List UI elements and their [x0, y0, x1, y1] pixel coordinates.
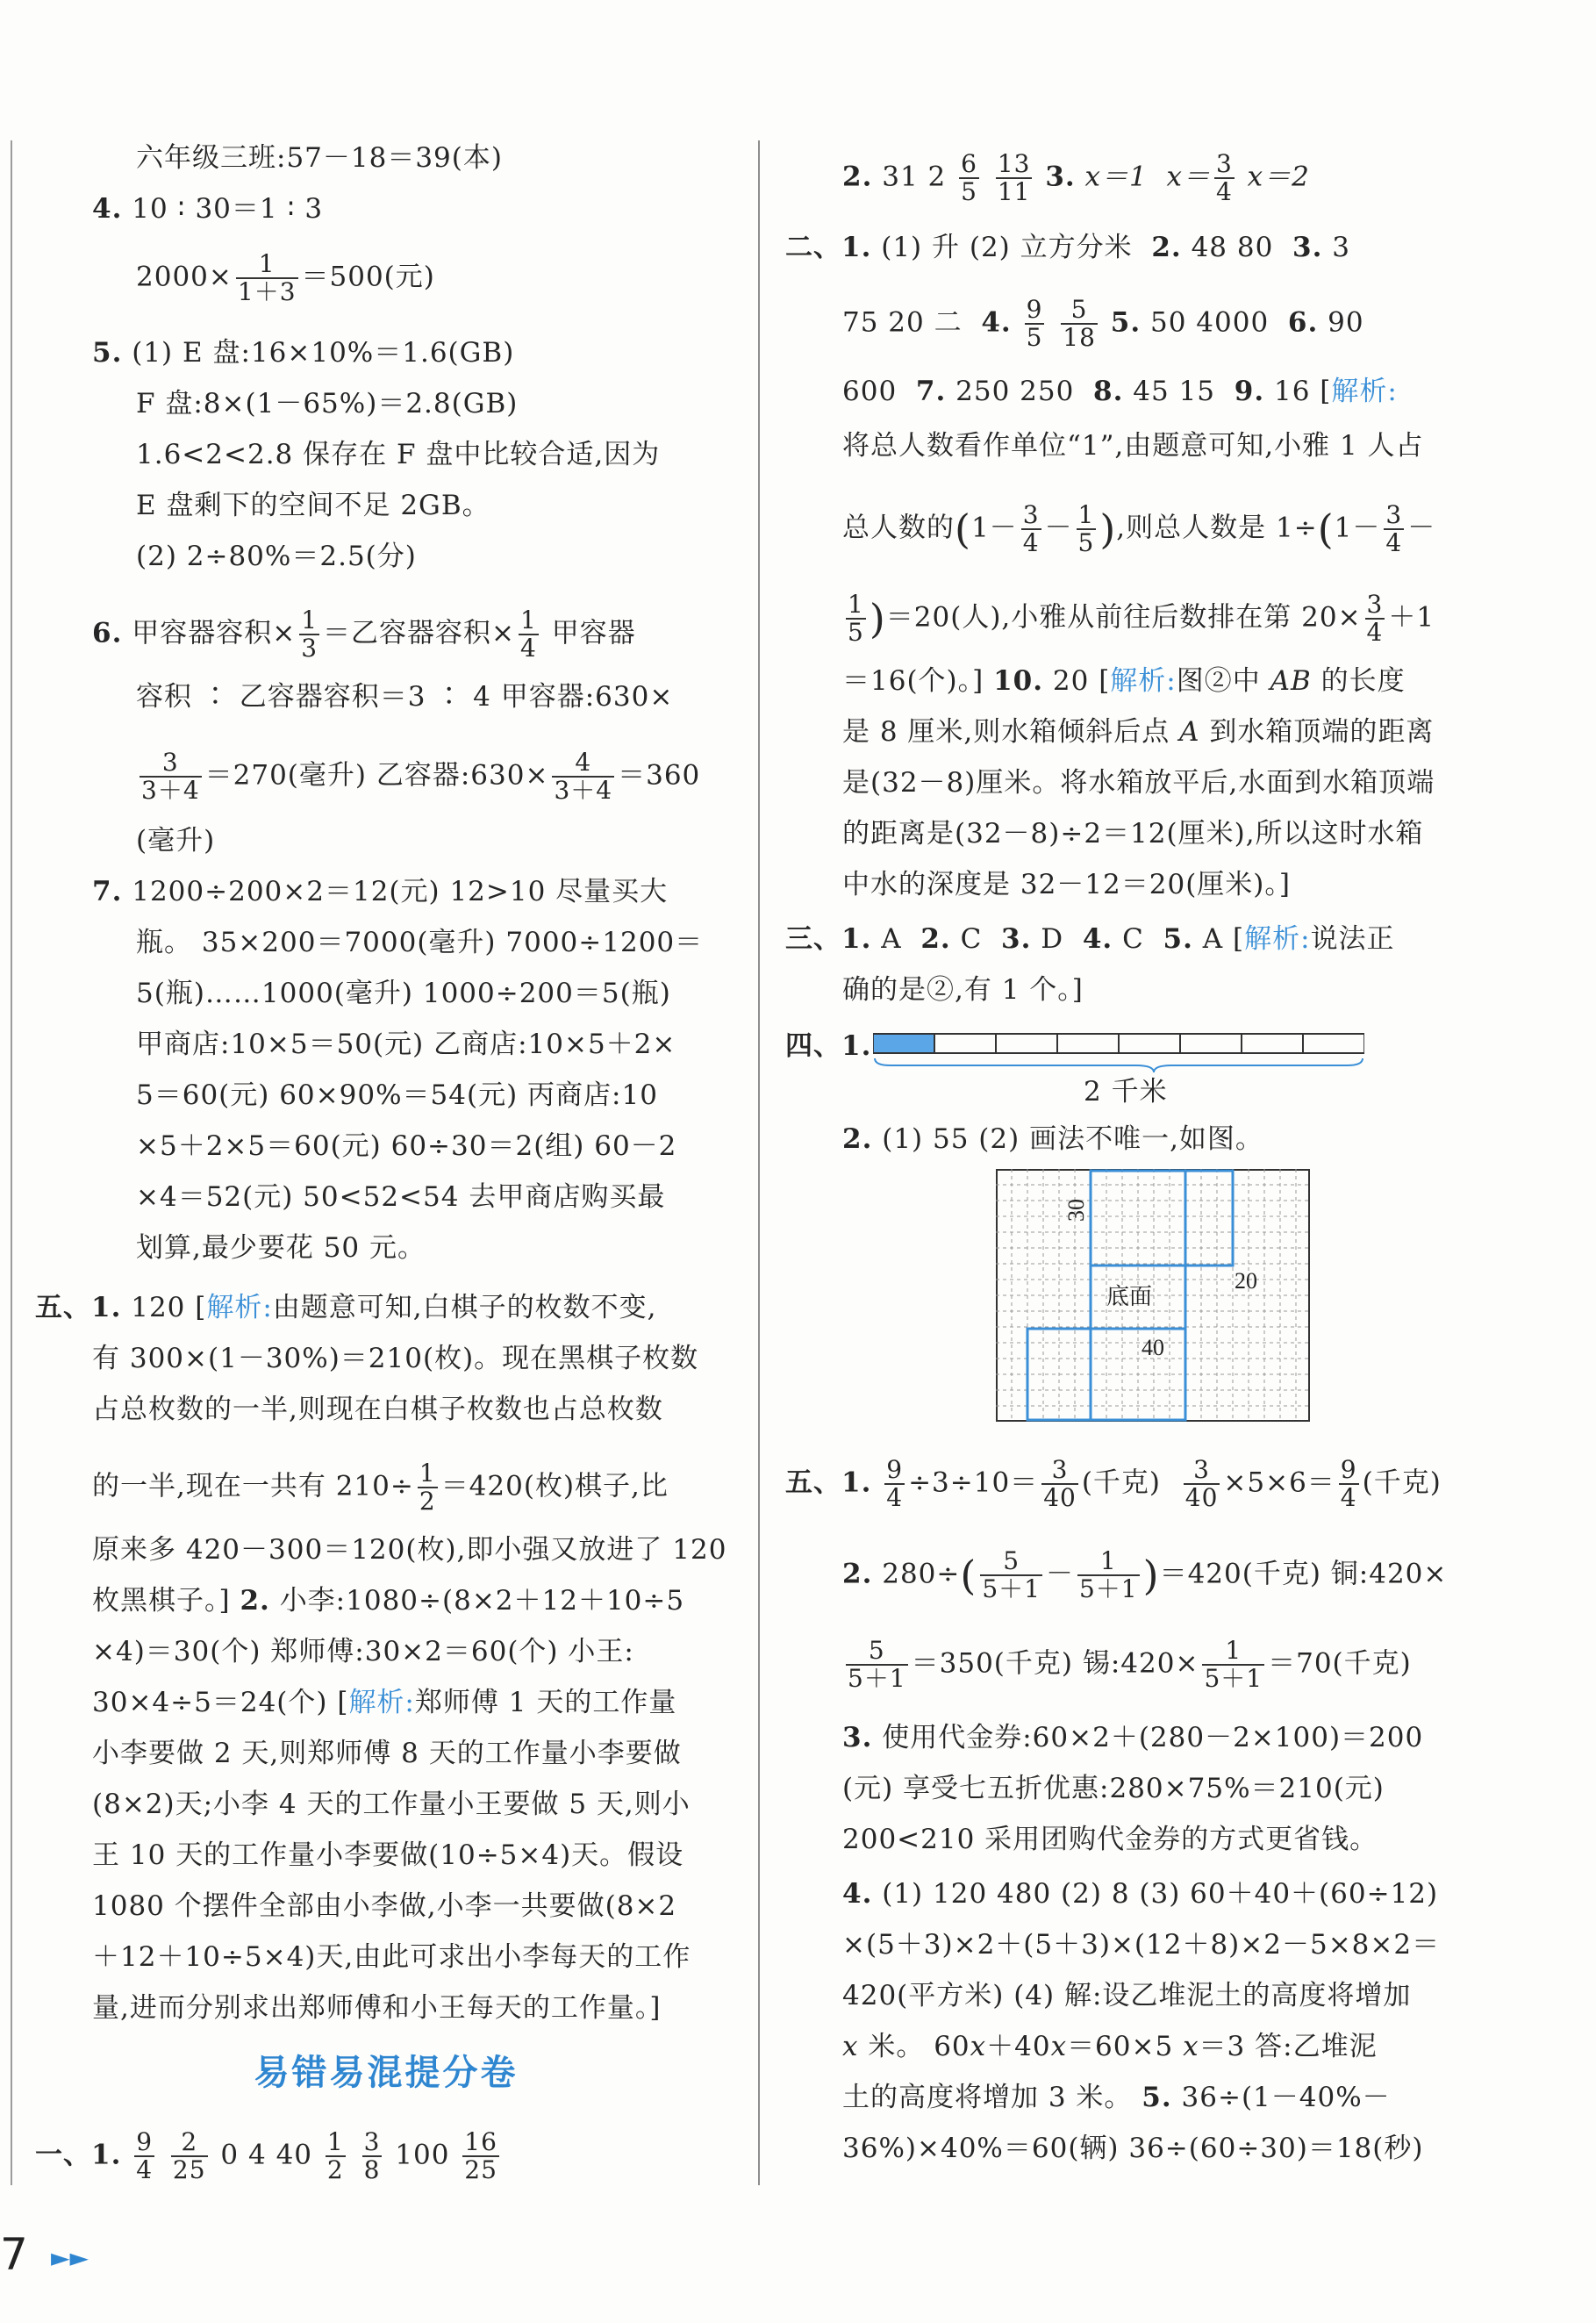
- answer-line: 中水的深度是 32－12＝20(厘米)。]: [842, 869, 1291, 900]
- fraction: $\frac{9}{5}$: [1026, 295, 1043, 352]
- answer-line: 4. (1) 120 480 (2) 8 (3) 60＋40＋(60÷12): [842, 1878, 1439, 1910]
- fraction: $\frac{5}{5+1}$: [848, 1636, 906, 1693]
- answer-line: 五、1. 120 [解析:由题意可知,白棋子的枚数不变,: [35, 1292, 657, 1323]
- fraction: $\frac{3}{4}$: [1022, 500, 1040, 557]
- answer-line: 2000× $\frac{1}{1+3}$ ＝500(元): [136, 249, 435, 306]
- answer-line: (毫升): [136, 825, 216, 857]
- fraction: $\frac{3}{8}$: [363, 2127, 381, 2184]
- answer-line: $\frac{3}{3+4}$ ＝270(毫升) 乙容器:630× $\frac{4}{3+4}$ ＝360: [141, 748, 701, 805]
- answer-line: 5(瓶)……1000(毫升) 1000÷200＝5(瓶): [136, 978, 671, 1009]
- fraction: $\frac{1}{5}$: [848, 590, 864, 647]
- answer-line: 瓶。 35×200＝7000(毫升) 7000÷1200＝: [136, 927, 704, 958]
- scale-bar-ticks: [934, 1034, 1303, 1053]
- fraction: $\frac{13}{11}$: [997, 149, 1031, 206]
- answer-line: 420(平方米) (4) 解:设乙堆泥土的高度将增加: [842, 1980, 1412, 2011]
- fraction: $\frac{3}{40}$: [1184, 1455, 1219, 1512]
- section-title: 易错易混提分卷: [254, 2053, 519, 2093]
- answer-line: ×4)＝30(个) 郑师傅:30×2＝60(个) 小王:: [92, 1636, 634, 1667]
- answer-line: 30×4÷5＝24(个) [解析:郑师傅 1 天的工作量: [92, 1687, 677, 1718]
- fraction: $\frac{3}{3+4}$: [141, 748, 200, 805]
- answer-line: 三、1. A 2. C 3. D 4. C 5. A [解析:说法正: [785, 923, 1395, 955]
- grid-dashed-lines: [996, 1169, 1310, 1422]
- fraction: $\frac{6}{5}$: [961, 149, 977, 206]
- answer-line: (元) 享受七五折优惠:280×75%＝210(元): [842, 1773, 1385, 1804]
- answer-line: 甲商店:10×5＝50(元) 乙商店:10×5＋2×: [136, 1029, 676, 1060]
- answer-line: ＝16(个)。] 10. 20 [解析:图②中 AB 的长度: [842, 665, 1406, 697]
- answer-line: 一、1. $\frac{9}{4}$ $\frac{2}{25}$ 0 4 40 $\frac{1}{2}$ $\frac{3}{8}$ 100 $\frac{16}{25}$: [35, 2127, 497, 2184]
- answer-line: 75 20 二 4. $\frac{9}{5}$ $\frac{5}{18}$ 5. 50 4000 6. 90: [842, 295, 1364, 352]
- answer-line: 确的是②,有 1 个。]: [842, 974, 1084, 1006]
- answer-line: 1080 个摆件全部由小李做,小李一共要做(8×2: [92, 1890, 677, 1922]
- grid-label-40: 40: [1142, 1335, 1164, 1360]
- answer-line: 王 10 天的工作量小李要做(10÷5×4)天。假设: [92, 1839, 684, 1871]
- answer-line: 200<210 采用团购代金券的方式更省钱。: [842, 1824, 1378, 1855]
- fraction: $\frac{1}{3}$: [301, 606, 318, 663]
- answer-line: x 米。 60x＋40x＝60×5 x＝3 答:乙堆泥: [842, 2031, 1378, 2062]
- fraction: $\frac{3}{4}$: [1215, 149, 1233, 206]
- answer-line: 量,进而分别求出郑师傅和小王每天的工作量。]: [92, 1992, 662, 2024]
- grid-label-base: 底面: [1106, 1284, 1153, 1310]
- fraction: $\frac{5}{18}$: [1063, 295, 1096, 352]
- answer-line: 2. (1) 55 (2) 画法不唯一,如图。: [842, 1123, 1263, 1155]
- fraction: $\frac{9}{4}$: [1340, 1455, 1357, 1512]
- fraction: $\frac{2}{25}$: [172, 2127, 206, 2184]
- scale-bar-filled-segment: [873, 1034, 934, 1053]
- left-margin-rule: [11, 140, 12, 2185]
- fraction: $\frac{1}{5}$: [1077, 500, 1095, 557]
- answer-line: 600 7. 250 250 8. 45 15 9. 16 [解析:: [842, 376, 1398, 407]
- answer-line: ×(5＋3)×2＋(5＋3)×(12＋8)×2－5×8×2＝: [842, 1929, 1441, 1961]
- page-number: 7: [0, 2229, 28, 2280]
- answer-line: 是(32－8)厘米。将水箱放平后,水面到水箱顶端: [842, 767, 1435, 799]
- column-divider: [758, 140, 760, 2185]
- answer-line: E 盘剩下的空间不足 2GB。: [136, 490, 490, 521]
- answer-line: 划算,最少要花 50 元。: [136, 1232, 426, 1264]
- answer-line: 枚黑棋子。] 2. 小李:1080÷(8×2＋12＋10÷5: [92, 1585, 685, 1617]
- answer-line: 容积 ∶ 乙容器容积＝3 ∶ 4 甲容器:630×: [136, 681, 674, 713]
- fraction: $\frac{3}{4}$: [1366, 590, 1384, 647]
- grid-label-30: 30: [1063, 1199, 1089, 1222]
- answer-line: 原来多 420－300＝120(枚),即小强又放进了 120: [92, 1534, 727, 1566]
- answer-line: 3. 使用代金券:60×2＋(280－2×100)＝200: [842, 1722, 1424, 1753]
- fraction: $\frac{1}{5+1}$: [1078, 1546, 1138, 1603]
- fraction: $\frac{1}{5+1}$: [1204, 1636, 1263, 1693]
- answer-line: 的距离是(32－8)÷2＝12(厘米),所以这时水箱: [842, 818, 1424, 850]
- answer-line: 6. 甲容器容积× $\frac{1}{3}$ ＝乙容器容积× $\frac{1}{4}$ 甲容器: [92, 606, 636, 663]
- fraction: $\frac{16}{25}$: [464, 2127, 497, 2184]
- answer-line: 总人数的(1－ $\frac{3}{4}$ － $\frac{1}{5}$ ),则总人数是 1÷(1－ $\frac{3}{4}$ －: [842, 500, 1436, 557]
- scale-bar-diagram: [873, 1029, 1364, 1081]
- answer-line: 5. (1) E 盘:16×10%＝1.6(GB): [92, 337, 515, 369]
- answer-line: 1.6<2<2.8 保存在 F 盘中比较合适,因为: [136, 439, 661, 470]
- answer-line: 小李要做 2 天,则郑师傅 8 天的工作量小李要做: [92, 1738, 682, 1769]
- fraction: $\frac{1}{4}$: [520, 606, 537, 663]
- answer-line: ×5＋2×5＝60(元) 60÷30＝2(组) 60－2: [136, 1130, 677, 1162]
- fraction: $\frac{4}{3+4}$: [554, 748, 613, 805]
- fraction: $\frac{1}{1+3}$: [237, 249, 297, 306]
- answer-line: 是 8 厘米,则水箱倾斜后点 A 到水箱顶端的距离: [842, 716, 1435, 748]
- fraction: $\frac{3}{4}$: [1385, 500, 1403, 557]
- answer-line: 四、1.: [785, 1030, 872, 1062]
- answer-line: 36%)×40%＝60(辆) 36÷(60÷30)＝18(秒): [842, 2133, 1424, 2164]
- answer-line: 7. 1200÷200×2＝12(元) 12>10 尽量买大: [92, 876, 669, 907]
- answer-line: 二、1. (1) 升 (2) 立方分米 2. 48 80 3. 3: [785, 232, 1351, 263]
- answer-line: 五、1. $\frac{9}{4}$ ÷3÷10＝ $\frac{3}{40}$ (千克) $\frac{3}{40}$ ×5×6＝ $\frac{9}{4}$ (千克): [785, 1455, 1442, 1512]
- answer-line: 土的高度将增加 3 米。 5. 36÷(1－40%－: [842, 2082, 1391, 2113]
- answer-line: 4. 10 ∶ 30＝1 ∶ 3: [92, 193, 324, 225]
- next-page-arrows-icon: ►►: [51, 2243, 89, 2272]
- fraction: $\frac{1}{2}$: [326, 2127, 344, 2184]
- scale-bar-label: 2 千米: [1084, 1076, 1168, 1108]
- fraction: $\frac{5}{5+1}$: [982, 1546, 1041, 1603]
- answer-line: ＋12＋10÷5×4)天,由此可求出小李每天的工作: [92, 1941, 691, 1973]
- fraction: $\frac{9}{4}$: [886, 1455, 904, 1512]
- answer-line: (8×2)天;小李 4 天的工作量小王要做 5 天,则小: [92, 1789, 691, 1820]
- fraction: $\frac{9}{4}$: [136, 2127, 154, 2184]
- answer-line: 六年级三班:57－18＝39(本): [136, 142, 503, 174]
- answer-line: (2) 2÷80%＝2.5(分): [136, 541, 417, 572]
- grid-label-20: 20: [1235, 1268, 1257, 1294]
- answer-line: F 盘:8×(1－65%)＝2.8(GB): [136, 388, 519, 419]
- answer-line: 5＝60(元) 60×90%＝54(元) 丙商店:10: [136, 1079, 658, 1111]
- answer-line: $\frac{1}{5}$ )＝20(人),小雅从前往后数排在第 20× $\frac{3}{4}$ ＋1: [848, 590, 1435, 647]
- fraction: $\frac{1}{2}$: [419, 1459, 436, 1516]
- answer-line: 2. 31 2 $\frac{6}{5}$ $\frac{13}{11}$ 3. x＝1 x＝ $\frac{3}{4}$ x＝2: [842, 149, 1310, 206]
- grid-diagram: [996, 1169, 1312, 1423]
- answer-line: 将总人数看作单位“1”,由题意可知,小雅 1 人占: [842, 430, 1424, 462]
- answer-line: 2. 280÷( $\frac{5}{5+1}$ － $\frac{1}{5+1}$ )＝420(千克) 铜:420×: [842, 1546, 1448, 1603]
- scale-bar-brace: [875, 1058, 1363, 1072]
- answer-line: 有 300×(1－30%)＝210(枚)。现在黑棋子枚数: [92, 1343, 699, 1374]
- fraction: $\frac{3}{40}$: [1043, 1455, 1077, 1512]
- answer-line: 的一半,现在一共有 210÷ $\frac{1}{2}$ ＝420(枚)棋子,比: [92, 1459, 669, 1516]
- answer-line: ×4＝52(元) 50<52<54 去甲商店购买最: [136, 1181, 666, 1213]
- answer-line: 占总枚数的一半,则现在白棋子枚数也占总枚数: [92, 1394, 663, 1425]
- answer-line: $\frac{5}{5+1}$ ＝350(千克) 锡:420× $\frac{1}{5+1}$ ＝70(千克): [848, 1636, 1412, 1693]
